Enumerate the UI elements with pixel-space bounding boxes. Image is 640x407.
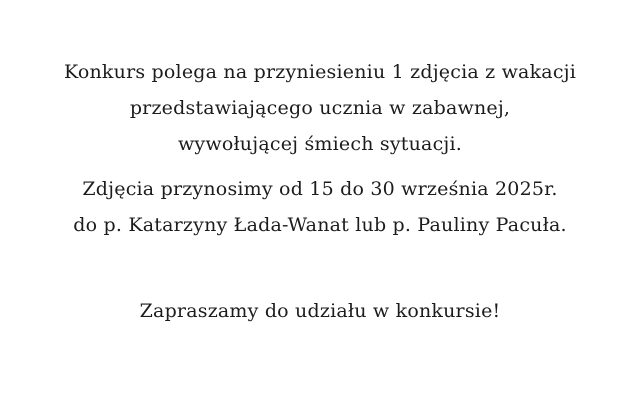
submission-recipients-line: do p. Katarzyny Łada-Wanat lub p. Pauliny Pacuła. <box>73 214 567 236</box>
contest-description-line-1: Konkurs polega na przyniesieniu 1 zdjęcia z wakacji <box>63 61 577 83</box>
submission-dates-line: Zdjęcia przynosimy od 15 do 30 września 2025r. <box>82 178 558 200</box>
submission-schedule-paragraph <box>0 171 640 243</box>
contest-description-line-3: wywołującej śmiech sytuacji. <box>177 133 463 155</box>
contest-description-line-2: przedstawiającego ucznia w zabawnej, <box>129 97 511 119</box>
contest-description-paragraph <box>0 0 640 162</box>
closing-invitation-paragraph <box>0 293 640 329</box>
closing-invitation-line: Zapraszamy do udziału w konkursie! <box>139 300 501 322</box>
